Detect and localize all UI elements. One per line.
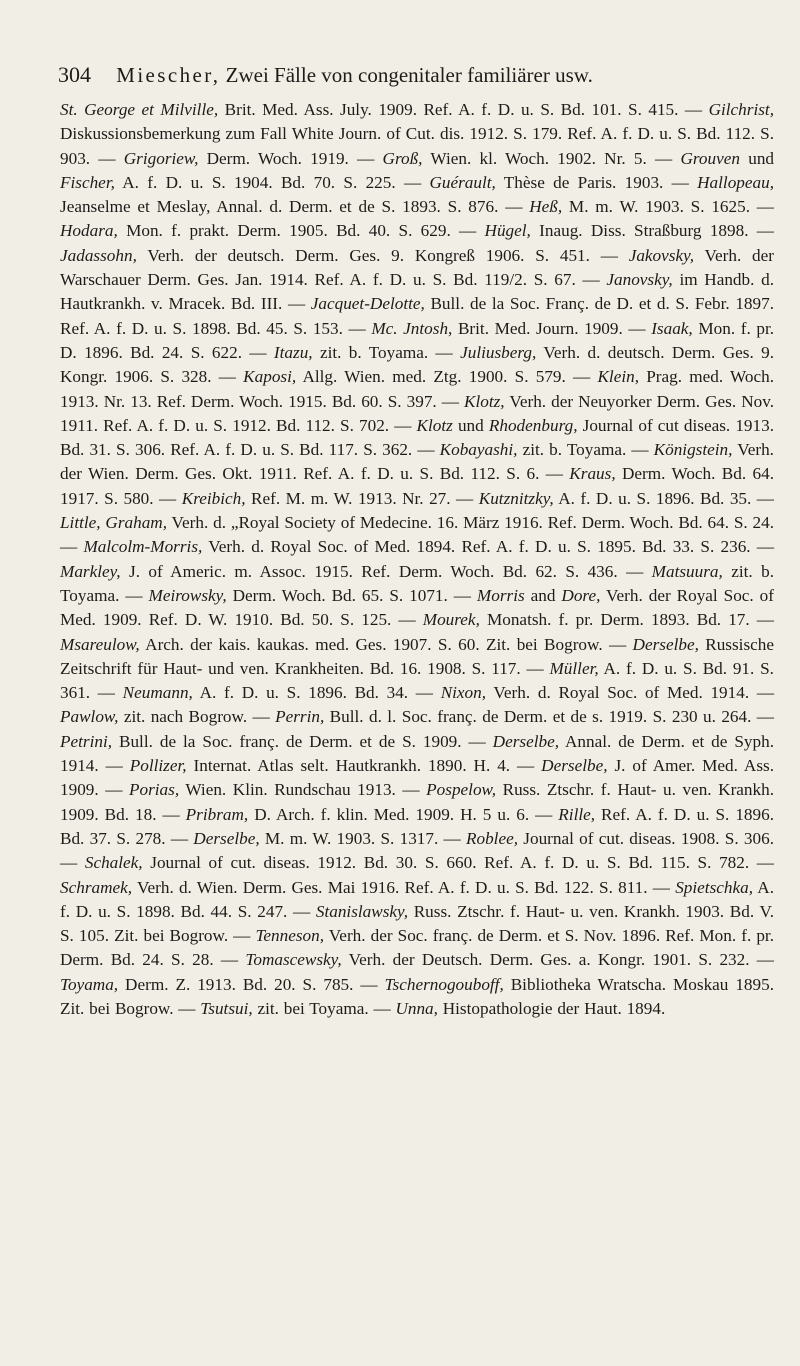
reference-text: Verh. d. „Royal Society of Medecine. 16. März 1916. Ref. Derm. Woch. Bd. 64. S. 24. — [60, 513, 774, 557]
reference-entry [60, 975, 385, 994]
reference-entry [395, 999, 665, 1018]
reference-author: Mourek, [422, 610, 480, 630]
reference-author: Perrin, [275, 707, 325, 727]
reference-text: Journal of cut diseas. 1913. Bd. 31. S. 306. Ref. A. f. D. u. S. Bd. 117. S. 362. — [60, 415, 775, 460]
reference-entry [529, 197, 774, 216]
reference-text: A. f. D. u. S. 1896. Bd. 34. — [192, 683, 441, 703]
reference-text: Ref. A. f. D. u. S. 1896. Bd. 37. S. 278. — [60, 804, 774, 848]
reference-author: Jacquet-Delotte, [310, 294, 425, 314]
reference-entry [124, 149, 383, 168]
reference-author: Stanislawsky, [315, 901, 409, 921]
reference-text: Derm. Woch. Bd. 65. S. 1071. — [226, 585, 477, 605]
reference-text: im Handb. d. Hautkrankh. v. Mracek. Bd. III. — [60, 270, 775, 314]
reference-entry [60, 732, 493, 751]
reference-author: Jadassohn, [60, 245, 137, 265]
reference-author: Mc. Jntosh, [371, 318, 453, 338]
reference-entry [60, 635, 633, 654]
reference-text: Diskussionsbemerkung zum Fall White Journ. of Cut. dis. 1912. S. 179. Ref. A. f. D. u. S. Bd. 112. S. 903. — [60, 124, 774, 168]
reference-author: Rille, [558, 804, 596, 824]
page-number: 304 [58, 62, 91, 87]
reference-entry [83, 537, 774, 556]
reference-author: Klein, [597, 367, 639, 387]
reference-text: A. f. D. u. S. 1904. Bd. 70. S. 225. — [114, 172, 430, 192]
reference-entry [60, 246, 629, 265]
reference-entry [383, 149, 681, 168]
reference-author: Meirowsky, [148, 585, 227, 605]
reference-author: Königstein, [653, 440, 733, 460]
reference-entry [85, 853, 774, 872]
reference-author: Groß, [382, 148, 423, 168]
reference-text: and [524, 585, 562, 605]
reference-author: Grigoriew, [123, 148, 199, 168]
reference-author: Markley, [60, 561, 121, 581]
reference-text: D. Arch. f. klin. Med. 1909. H. 5 u. 6. — [248, 804, 559, 824]
reference-author: Tsutsui, [200, 998, 253, 1018]
reference-text: Russische Zeitschrift für Haut- und ven. Krankheiten. Bd. 16. 1908. S. 117. — [60, 634, 774, 678]
reference-text: A. f. D. u. S. 1898. Bd. 44. S. 247. — [60, 877, 774, 921]
reference-author: Derselbe, [541, 756, 608, 776]
reference-author: Roblee, [466, 828, 519, 848]
reference-text: Derm. Z. 1913. Bd. 20. S. 785. — [118, 974, 385, 994]
reference-entry [60, 100, 709, 119]
reference-entry [129, 780, 426, 799]
reference-text: Mon. f. prakt. Derm. 1905. Bd. 40. S. 629. — [117, 221, 485, 241]
reference-entry [423, 610, 774, 629]
reference-entry [182, 489, 479, 508]
reference-text: Brit. Med. Journ. 1909. — [452, 318, 652, 338]
reference-text: Histopathologie der Haut. 1894. [437, 998, 666, 1018]
running-header [58, 62, 738, 88]
reference-text: Verh. der Neuyorker Derm. Ges. Nov. 1911. Ref. A. f. D. u. S. 1912. Bd. 112. S. 702. — [60, 391, 774, 435]
reference-author: Neumann, [122, 683, 193, 703]
reference-text: Bull. d. l. Soc. franç. de Derm. et de s. 1919. S. 230 u. 264. — [324, 707, 774, 727]
reference-author: Pollizer, [129, 756, 187, 776]
reference-author: Gilchrist, [708, 100, 774, 119]
reference-text: Jeanselme et Meslay, Annal. d. Derm. et de S. 1893. S. 876. — [60, 197, 530, 217]
header-title: Zwei Fälle von congenitaler familiärer usw. [225, 63, 593, 87]
reference-author: Petrini, [60, 731, 113, 751]
reference-author: Hodara, [60, 221, 118, 241]
reference-entry [60, 221, 485, 240]
reference-entry [441, 683, 774, 702]
reference-text: Inaug. Diss. Straßburg 1898. — [530, 221, 774, 241]
reference-text: Bull. de la Soc. franç. de Derm. et de S. 1909. — [112, 731, 493, 751]
reference-text: Verh. der Soc. franç. de Derm. et S. Nov. 1896. Ref. Mon. f. pr. Derm. Bd. 24. S. 28. — [60, 926, 774, 970]
reference-text: Ref. M. m. W. 1913. Nr. 27. — [245, 488, 479, 508]
reference-author: Toyama, [60, 974, 119, 994]
bibliography-text [60, 98, 774, 1021]
reference-text: M. m. W. 1903. S. 1317. — [259, 828, 466, 848]
reference-text: zit. b. Toyama. — [312, 342, 461, 362]
reference-author: Kraus, [569, 464, 616, 484]
reference-author: Msareulow, [60, 634, 140, 654]
reference-text: Bibliotheka Wratscha. Moskau 1895. Zit. bei Bogrow. — [60, 974, 775, 1018]
reference-entry [193, 829, 466, 848]
reference-author: Müller, [549, 658, 599, 678]
reference-author: Kobayashi, [439, 440, 518, 460]
reference-author: Klotz [416, 415, 453, 435]
reference-author: Kaposi, [243, 367, 297, 387]
reference-text: Journal of cut. diseas. 1908. S. 306. — [60, 828, 774, 873]
reference-text: zit. bei Toyama. — [252, 998, 396, 1018]
reference-author: Jakovsky, [628, 245, 695, 265]
reference-text: zit. b. Toyama. — [60, 561, 774, 605]
reference-text: M. m. W. 1903. S. 1625. — [562, 197, 774, 217]
reference-author: Malcolm-Morris, [83, 537, 203, 557]
reference-entry [479, 489, 774, 508]
reference-author: Tenneson, [255, 926, 325, 946]
reference-author: Fischer, [60, 172, 115, 192]
reference-text: Derm. Woch. Bd. 64. 1917. S. 580. — [60, 464, 774, 508]
reference-author: Morris [476, 585, 525, 605]
reference-text: Bull. de la Soc. Franç. de D. et d. S. Febr. 1897. Ref. A. f. D. u. S. 1898. Bd. 45. S. 153. — [60, 294, 774, 338]
reference-text: Annal. de Derm. et de Syph. 1914. — [60, 731, 774, 776]
reference-text: Derm. Woch. 1919. — [198, 148, 383, 168]
reference-text: zit. nach Bogrow. — [118, 707, 276, 727]
reference-text: Mon. f. pr. D. 1896. Bd. 24. S. 622. — [60, 318, 775, 362]
reference-author: Matsuura, [651, 561, 723, 581]
reference-text: J. of Americ. m. Assoc. 1915. Ref. Derm. Woch. Bd. 62. S. 436. — [120, 561, 652, 581]
reference-author: Janovsky, [606, 270, 673, 290]
reference-text: Internat. Atlas selt. Hautkrankh. 1890. H. 4. — [186, 756, 542, 776]
reference-author: Isaak, [651, 318, 693, 338]
reference-author: Kutznitzky, [478, 488, 554, 508]
reference-author: Heß, [529, 197, 563, 217]
reference-text: Verh. der Royal Soc. of Med. 1909. Ref. D. W. 1910. Bd. 50. S. 125. — [60, 585, 774, 630]
reference-author: Spietschka, [675, 877, 754, 897]
reference-text: Allg. Wien. med. Ztg. 1900. S. 579. — [296, 367, 598, 387]
reference-text: Verh. der deutsch. Derm. Ges. 9. Kongreß 1906. S. 451. — [136, 245, 629, 265]
reference-text: zit. b. Toyama. — [517, 440, 654, 460]
reference-text: Verh. d. Royal Soc. of Med. 1914. — [486, 683, 775, 703]
reference-author: Dore, [561, 585, 601, 605]
reference-entry [60, 562, 652, 581]
reference-entry [149, 586, 477, 605]
reference-text: und [739, 148, 775, 168]
reference-author: Derselbe, [492, 731, 559, 751]
reference-text: Journal of cut. diseas. 1912. Bd. 30. S. 660. Ref. A. f. D. u. S. Bd. 115. S. 782. — [142, 853, 774, 873]
reference-entry [123, 683, 441, 702]
reference-entry [429, 173, 697, 192]
reference-author: Tschernogouboff, [384, 974, 504, 994]
reference-author: Hügel, [484, 221, 531, 241]
reference-author: Porias, [129, 780, 180, 800]
reference-author: St. George et Milville, [60, 100, 219, 119]
reference-entry [243, 367, 597, 386]
reference-entry [440, 440, 654, 459]
reference-text: Thèse de Paris. 1903. — [495, 172, 698, 192]
reference-entry [186, 805, 559, 824]
reference-author: Pawlow, [60, 707, 119, 727]
reference-text: Verh. der Warschauer Derm. Ges. Jan. 1914. Ref. A. f. D. u. S. Bd. 119/2. S. 67. — [60, 245, 775, 290]
reference-author: Tomascewsky, [245, 950, 342, 970]
reference-text: J. of Amer. Med. Ass. 1909. — [60, 756, 774, 800]
reference-entry [200, 999, 395, 1018]
reference-text: Prag. med. Woch. 1913. Nr. 13. Ref. Derm. Woch. 1915. Bd. 60. S. 397. — [60, 367, 774, 411]
reference-entry [274, 343, 460, 362]
reference-author: Pospelow, [426, 780, 497, 800]
reference-text: und [452, 415, 489, 435]
reference-author: Rhodenburg, [488, 415, 578, 435]
reference-author: Schalek, [84, 853, 143, 873]
reference-entry [485, 221, 774, 240]
reference-author: Unna, [395, 998, 438, 1018]
reference-entry [60, 878, 675, 897]
reference-entry [275, 707, 774, 726]
reference-text: Wien. kl. Woch. 1902. Nr. 5. — [422, 148, 681, 168]
header-author: Miescher, [116, 63, 221, 87]
reference-entry [130, 756, 541, 775]
reference-text: Verh. der Wien. Derm. Ges. Okt. 1911. Ref. A. f. D. u. S. Bd. 112. S. 6. — [60, 440, 774, 484]
reference-author: Hallopeau, [697, 172, 774, 192]
reference-author: Kreibich, [181, 488, 246, 508]
reference-author: Derselbe, [193, 828, 260, 848]
reference-author: Guérault, [429, 172, 496, 192]
reference-text: Verh. d. Royal Soc. of Med. 1894. Ref. A. f. D. u. S. 1895. Bd. 33. S. 236. — [202, 537, 775, 557]
reference-author: Grouven [680, 148, 740, 168]
reference-text: Russ. Ztschr. f. Haut- u. ven. Krankh. 1903. Bd. V. S. 105. Zit. bei Bogrow. — [60, 901, 774, 946]
reference-entry [245, 950, 774, 969]
reference-author: Klotz, [464, 391, 505, 411]
reference-text: Verh. der Deutsch. Derm. Ges. a. Kongr. 1901. S. 232. — [341, 950, 774, 970]
reference-text: A. f. D. u. S. 1896. Bd. 35. — [553, 488, 774, 508]
reference-author: Little, Graham, [60, 513, 168, 533]
reference-entry [371, 319, 651, 338]
reference-author: Nixon, [440, 683, 487, 703]
reference-author: Itazu, [273, 342, 313, 362]
reference-author: Schramek, [60, 877, 133, 897]
reference-text: Verh. d. deutsch. Derm. Ges. 9. Kongr. 1906. S. 328. — [60, 342, 774, 387]
reference-text: A. f. D. u. S. Bd. 91. S. 361. — [60, 658, 774, 703]
reference-author: Pribram, [185, 804, 249, 824]
reference-text: Verh. d. Wien. Derm. Ges. Mai 1916. Ref. A. f. D. u. S. Bd. 122. S. 811. — [132, 877, 676, 897]
reference-entry [60, 707, 275, 726]
reference-text: Monatsh. f. pr. Derm. 1893. Bd. 17. — [479, 610, 774, 630]
reference-text: Wien. Klin. Rundschau 1913. — [179, 780, 427, 800]
reference-author: Juliusberg, [460, 342, 537, 362]
reference-text: Arch. der kais. kaukas. med. Ges. 1907. S. 60. Zit. bei Bogrow. — [139, 634, 633, 654]
reference-author: Derselbe, [632, 634, 699, 654]
reference-text: Brit. Med. Ass. July. 1909. Ref. A. f. D. u. S. Bd. 101. S. 415. — [218, 100, 709, 119]
reference-text: Russ. Ztschr. f. Haut- u. ven. Krankh. 1909. Bd. 18. — [60, 780, 775, 824]
